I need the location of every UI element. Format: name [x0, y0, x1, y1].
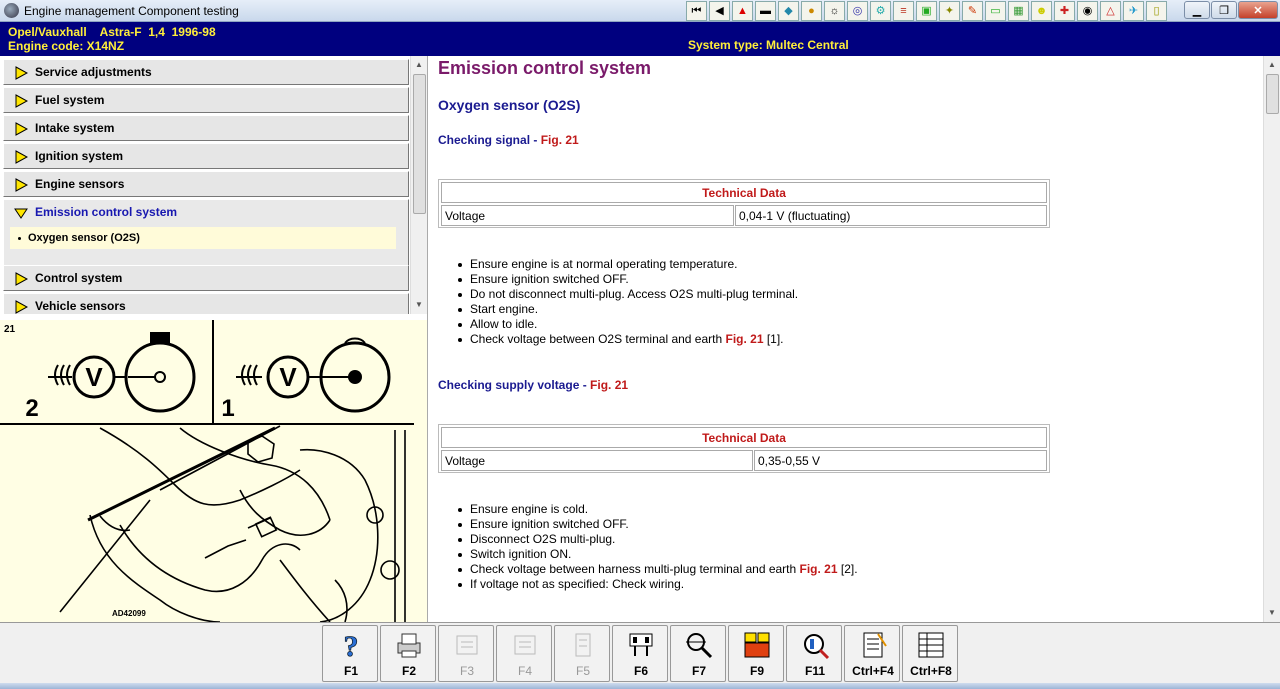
- toolbar-icon-8[interactable]: ◎: [847, 1, 868, 21]
- menu-item-label: Intake system: [35, 121, 115, 135]
- figure-label-1: 1: [221, 395, 235, 422]
- list-item: Start engine.: [456, 302, 798, 317]
- toolbar: [686, 1, 1167, 21]
- scroll-down-icon[interactable]: ▼: [415, 299, 423, 309]
- arrow-right-icon: [14, 122, 28, 136]
- section-heading-text: Checking supply voltage: [438, 378, 580, 392]
- fig-link[interactable]: Fig. 21: [799, 562, 838, 576]
- arrow-right-icon: [14, 94, 28, 108]
- step-suffix: [2].: [837, 562, 858, 576]
- menu-scrollbar[interactable]: [410, 56, 427, 314]
- f1-help-button[interactable]: [322, 625, 378, 682]
- procedure-list-2: [456, 502, 858, 592]
- content-scrollbar[interactable]: [1263, 56, 1280, 622]
- technical-data-header: Technical Data: [441, 427, 1047, 448]
- f9-sequence-button[interactable]: [728, 625, 784, 682]
- window-title: Engine management Component testing: [24, 4, 239, 18]
- f5-button[interactable]: [554, 625, 610, 682]
- menu-item-intake-system[interactable]: [3, 115, 409, 141]
- fkey-label: F3: [459, 664, 474, 678]
- back-icon[interactable]: ◀: [709, 1, 730, 21]
- menu-item-label: Service adjustments: [35, 65, 152, 79]
- disabled-icon: [568, 630, 598, 660]
- close-icon[interactable]: ✕: [1238, 1, 1278, 19]
- diagram-icon: [800, 630, 830, 660]
- svg-text:?: ?: [343, 630, 359, 660]
- oxygen-sensor-diagram: [0, 320, 427, 622]
- figure-code: AD42099: [112, 609, 146, 618]
- notes-icon: [858, 630, 888, 660]
- fkey-label: Ctrl+F8: [910, 664, 952, 678]
- warning-icon[interactable]: ▲: [732, 1, 753, 21]
- procedure-list-1: [456, 257, 798, 347]
- toolbar-icon-7[interactable]: ☼: [824, 1, 845, 21]
- title-bar: [0, 0, 1280, 22]
- table-icon: [916, 630, 946, 660]
- arrow-right-icon: [14, 150, 28, 164]
- toolbar-icon-13[interactable]: ✎: [962, 1, 983, 21]
- maximize-icon[interactable]: ❐: [1211, 1, 1237, 19]
- toolbar-icon-9[interactable]: ⚙: [870, 1, 891, 21]
- param-cell: Voltage: [441, 205, 734, 226]
- toolbar-icon-4[interactable]: ▬: [755, 1, 776, 21]
- sequence-icon: [742, 630, 772, 660]
- component-title: Oxygen sensor (O2S): [438, 97, 581, 113]
- toolbar-icon-14[interactable]: ▭: [985, 1, 1006, 21]
- minimize-icon[interactable]: ▁: [1184, 1, 1210, 19]
- toolbar-icon-10[interactable]: ≡: [893, 1, 914, 21]
- section-heading-text: Checking signal: [438, 133, 531, 147]
- first-page-icon[interactable]: ⏮: [686, 1, 707, 21]
- connector-icon: [626, 630, 656, 660]
- technical-data-table-1: [438, 179, 1050, 228]
- fkey-label: F6: [633, 664, 648, 678]
- fkey-label: F9: [749, 664, 764, 678]
- fig-link[interactable]: Fig. 21: [590, 378, 629, 392]
- section-heading-checking-supply-voltage: [438, 378, 628, 392]
- scroll-up-icon[interactable]: ▲: [415, 59, 423, 69]
- menu-item-label: Ignition system: [35, 149, 124, 163]
- f4-button[interactable]: [496, 625, 552, 682]
- figure-label-2: 2: [25, 395, 39, 422]
- taskbar: [0, 683, 1280, 689]
- toolbar-icon-5[interactable]: ◆: [778, 1, 799, 21]
- list-item: Ensure ignition switched OFF.: [456, 517, 858, 532]
- section-separator: -: [579, 378, 591, 392]
- fkey-label: F2: [401, 664, 416, 678]
- fkey-label: F7: [691, 664, 706, 678]
- fkey-label: F1: [343, 664, 358, 678]
- fkey-label: F4: [517, 664, 532, 678]
- param-cell: Voltage: [441, 450, 753, 471]
- figure-number: 21: [4, 324, 16, 335]
- engine-code: Engine code: X14NZ: [8, 39, 125, 53]
- app-icon: [4, 3, 19, 18]
- f2-print-button[interactable]: [380, 625, 436, 682]
- fig-link[interactable]: Fig. 21: [725, 332, 764, 346]
- disabled-icon: [510, 630, 540, 660]
- step-suffix: [1].: [763, 332, 784, 346]
- scroll-up-icon[interactable]: ▲: [1268, 59, 1276, 69]
- technical-data-table-2: [438, 424, 1050, 473]
- menu-item-control-system[interactable]: [3, 265, 409, 291]
- list-item: Do not disconnect multi-plug. Access O2S multi-plug terminal.: [456, 287, 798, 302]
- toolbar-icon-6[interactable]: ●: [801, 1, 822, 21]
- list-item: Ensure engine is cold.: [456, 502, 858, 517]
- f6-connector-button[interactable]: [612, 625, 668, 682]
- system-type: System type: Multec Central: [688, 38, 849, 52]
- disabled-icon: [452, 630, 482, 660]
- toolbar-icon-20[interactable]: ✈: [1123, 1, 1144, 21]
- arrow-right-icon: [14, 300, 28, 314]
- menu-item-label: Engine sensors: [35, 177, 125, 191]
- window-controls: [1184, 1, 1278, 19]
- list-item: If voltage not as specified: Check wiring.: [456, 577, 858, 592]
- toolbar-icon-21[interactable]: ▯: [1146, 1, 1167, 21]
- section-separator: -: [530, 133, 541, 147]
- meter-v-label-1: V: [279, 362, 297, 392]
- list-item: [456, 332, 798, 347]
- toolbar-icon-12[interactable]: ✦: [939, 1, 960, 21]
- fkey-label: Ctrl+F4: [852, 664, 894, 678]
- list-item: Ensure ignition switched OFF.: [456, 272, 798, 287]
- function-key-bar: [0, 622, 1280, 683]
- ctrl-f4-notes-button[interactable]: [844, 625, 900, 682]
- toolbar-icon-16[interactable]: ☻: [1031, 1, 1052, 21]
- menu-item-fuel-system[interactable]: [3, 87, 409, 113]
- arrow-right-icon: [14, 272, 28, 286]
- step-text: Check voltage between O2S terminal and earth: [470, 332, 726, 346]
- menu-item-label: Vehicle sensors: [35, 299, 126, 313]
- meter-v-label-2: V: [85, 362, 103, 392]
- toolbar-icon-17[interactable]: ✚: [1054, 1, 1075, 21]
- menu-item-label: Control system: [35, 271, 123, 285]
- arrow-down-icon: [14, 206, 28, 220]
- arrow-right-icon: [14, 66, 28, 80]
- scroll-thumb[interactable]: [413, 74, 426, 214]
- left-panel: [0, 56, 427, 622]
- ctrl-f8-table-button[interactable]: [902, 625, 958, 682]
- f7-magnifier-button[interactable]: [670, 625, 726, 682]
- value-cell: 0,04-1 V (fluctuating): [735, 205, 1047, 226]
- help-icon: [336, 630, 366, 660]
- list-item: Switch ignition ON.: [456, 547, 858, 562]
- toolbar-icon-15[interactable]: ▦: [1008, 1, 1029, 21]
- print-icon: [394, 630, 424, 660]
- magnifier-icon: [684, 630, 714, 660]
- fig-link[interactable]: Fig. 21: [540, 133, 579, 147]
- toolbar-icon-11[interactable]: ▣: [916, 1, 937, 21]
- menu-item-vehicle-sensors[interactable]: [3, 293, 409, 314]
- technical-data-header: Technical Data: [441, 182, 1047, 203]
- component-menu: [0, 56, 410, 314]
- menu-item-ignition-system[interactable]: [3, 143, 409, 169]
- list-item: [456, 562, 858, 577]
- vehicle-info-bar: [0, 22, 1280, 56]
- menu-item-label: Fuel system: [35, 93, 105, 107]
- menu-item-service-adjustments[interactable]: [3, 59, 409, 85]
- menu-item-label: Emission control system: [35, 205, 178, 219]
- page-title: Emission control system: [438, 58, 652, 78]
- figure-diagram: [0, 320, 427, 622]
- value-cell: 0,35-0,55 V: [754, 450, 1047, 471]
- submenu-item-oxygen-sensor[interactable]: Oxygen sensor (O2S): [10, 227, 396, 249]
- step-text: Check voltage between harness multi-plug terminal and earth: [470, 562, 800, 576]
- fkey-label: F11: [804, 664, 825, 678]
- content-pane: [427, 56, 1263, 622]
- list-item: Disconnect O2S multi-plug.: [456, 532, 858, 547]
- list-item: Ensure engine is at normal operating temperature.: [456, 257, 798, 272]
- list-item: Allow to idle.: [456, 317, 798, 332]
- toolbar-icon-19[interactable]: △: [1100, 1, 1121, 21]
- scroll-thumb[interactable]: [1266, 74, 1279, 114]
- toolbar-icon-18[interactable]: ◉: [1077, 1, 1098, 21]
- arrow-right-icon: [14, 178, 28, 192]
- menu-item-engine-sensors[interactable]: [3, 171, 409, 197]
- f3-button[interactable]: [438, 625, 494, 682]
- scroll-down-icon[interactable]: ▼: [1268, 607, 1276, 617]
- vehicle-model: Opel/Vauxhall Astra-F 1,4 1996-98: [8, 25, 216, 39]
- fkey-label: F5: [575, 664, 590, 678]
- section-heading-checking-signal: [438, 133, 579, 147]
- f11-diagram-button[interactable]: [786, 625, 842, 682]
